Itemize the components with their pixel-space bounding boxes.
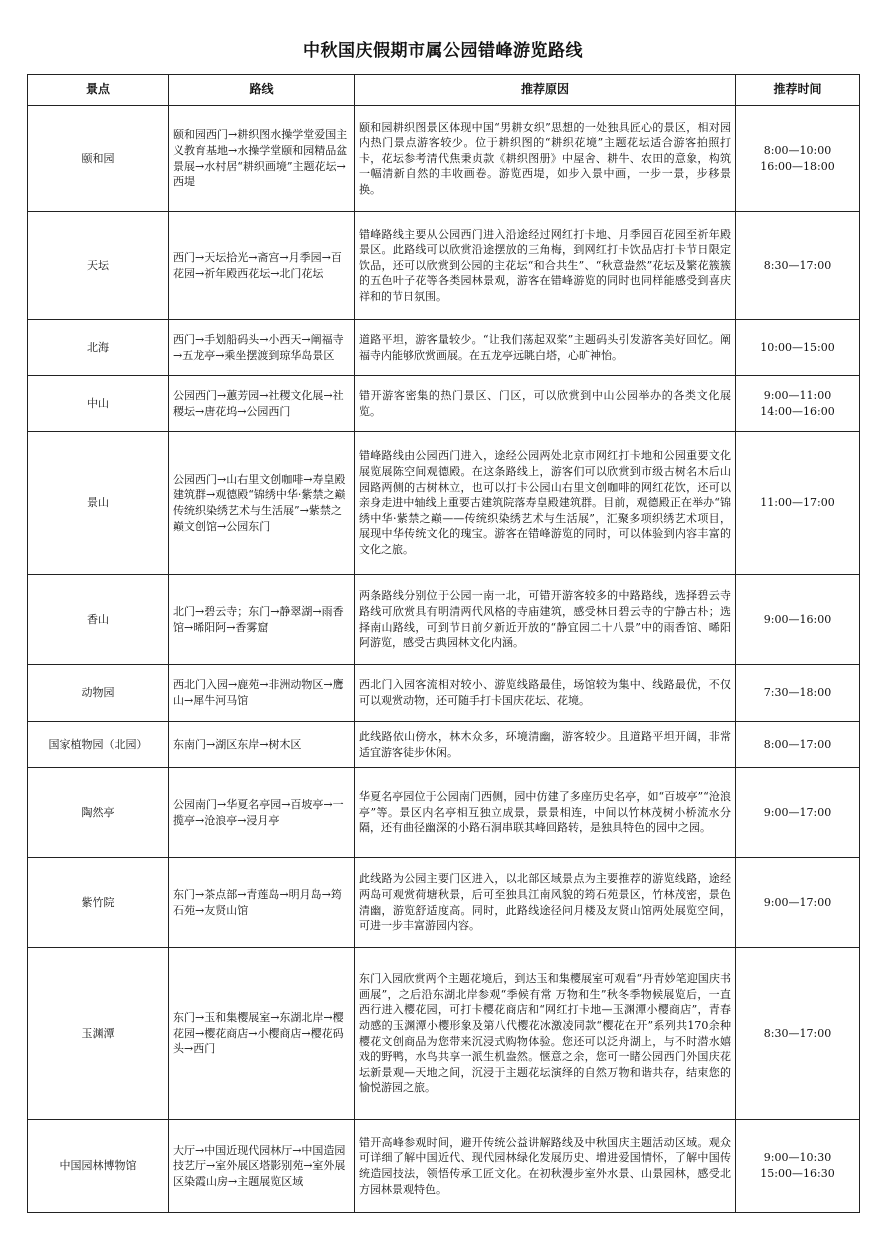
route-text: 北门→碧云寺；东门→静翠湖→雨香馆→晞阳阿→香雾窟 bbox=[169, 575, 355, 665]
reason-text: 此线路为公园主要门区进入，以北部区域景点为主要推荐的游览线路，途经两岛可观赏荷塘秋景，后可至独具江南风貌的筠石苑景区，竹林茂密，景色清幽，游览舒适度高。同时，此路线途径问月楼及友贤山馆两处展览空间，可进一步丰富游园内容。 bbox=[355, 858, 736, 948]
route-text: 公园南门→华夏名亭园→百坡亭→一揽亭→沧浪亭→浸月亭 bbox=[169, 768, 355, 858]
routes-table bbox=[27, 74, 860, 1213]
time-slot: 14:00—16:00 bbox=[760, 404, 835, 418]
route-text: 东门→茶点部→青莲岛→明月岛→筠石苑→友贤山馆 bbox=[169, 858, 355, 948]
park-name: 陶然亭 bbox=[28, 768, 169, 858]
reason-text: 道路平坦，游客量较少。“让我们荡起双桨”主题码头引发游客美好回忆。阐福寺内能够欣赏画展。在五龙亭远眺白塔，心旷神怡。 bbox=[355, 320, 736, 376]
route-text: 东南门→湖区东岸→树木区 bbox=[169, 722, 355, 768]
header-park: 景点 bbox=[28, 75, 169, 106]
time-cell bbox=[736, 768, 860, 858]
reason-text: 错峰路线由公园西门进入，途经公园两处北京市网红打卡地和公园重要文化展览展陈空间观德殿。在这条路线上，游客们可以欣赏到市级古树名木后山园路两侧的古树林立，也可以打卡公园山右里文创咖啡的网红花饮，还可以亲身走进中轴线上重要古建筑院落寿皇殿建筑群。目前，观德殿正在举办“锦绣中华·紫禁之巅——传统织染绣艺术与生活展”，汇聚多项织绣艺术项目，展现中华传统文化的瑰宝。游客在错峰游览的同时，可以体验到内容丰富的文化之旅。 bbox=[355, 432, 736, 575]
time-slot: 7:30—18:00 bbox=[763, 686, 832, 700]
table-header-row bbox=[28, 75, 860, 106]
reason-text: 错开高峰参观时间，避开传统公益讲解路线及中秋国庆主题活动区域。观众可详细了解中国近代、现代园林绿化发展历史、增进爱国情怀，了解中国传统造园技法，领悟传承工匠文化。在初秋漫步室外水景、山景园林，感受北方园林景观特色。 bbox=[355, 1120, 736, 1213]
time-slot: 10:00—15:00 bbox=[760, 340, 835, 354]
time-cell bbox=[736, 432, 860, 575]
route-text: 西门→手划船码头→小西天→阐福寺→五龙亭→乘坐摆渡到琼华岛景区 bbox=[169, 320, 355, 376]
reason-text: 华夏名亭园位于公园南门西侧，园中仿建了多座历史名亭，如“百坡亭”“沧浪亭”等。景区内名亭相互独立成景，景景相连，中间以竹林茂树小桥流水分隔，还有曲径幽深的小路石洞串联其峰回路转，是独具特色的园中之园。 bbox=[355, 768, 736, 858]
table-row bbox=[28, 106, 860, 212]
park-name: 颐和园 bbox=[28, 106, 169, 212]
table-row bbox=[28, 722, 860, 768]
table-row bbox=[28, 768, 860, 858]
table-row bbox=[28, 575, 860, 665]
park-name: 天坛 bbox=[28, 212, 169, 320]
time-cell bbox=[736, 320, 860, 376]
time-slot: 15:00—16:30 bbox=[760, 1167, 835, 1180]
time-slot: 9:00—10:30 bbox=[763, 1151, 832, 1165]
header-time: 推荐时间 bbox=[736, 75, 860, 106]
time-cell bbox=[736, 1120, 860, 1213]
park-name: 中国园林博物馆 bbox=[28, 1120, 169, 1213]
reason-text: 此线路依山傍水，林木众多，环境清幽，游客较少。且道路平坦开阔，非常适宜游客徒步休闲。 bbox=[355, 722, 736, 768]
header-reason: 推荐原因 bbox=[355, 75, 736, 106]
table-row bbox=[28, 320, 860, 376]
route-text: 公园西门→蕙芳园→社稷文化展→社稷坛→唐花坞→公园西门 bbox=[169, 376, 355, 432]
reason-text: 西北门入园客流相对较小、游览线路最佳，场馆较为集中、线路最优，不仅可以观赏动物，还可随手打卡国庆花坛、花境。 bbox=[355, 665, 736, 722]
time-cell bbox=[736, 212, 860, 320]
park-name: 动物园 bbox=[28, 665, 169, 722]
table-row bbox=[28, 858, 860, 948]
park-name: 中山 bbox=[28, 376, 169, 432]
route-text: 西门→天坛拾光→斋宫→月季园→百花园→祈年殿西花坛→北门花坛 bbox=[169, 212, 355, 320]
time-cell bbox=[736, 575, 860, 665]
time-slot: 8:00—10:00 bbox=[763, 143, 832, 157]
table-row bbox=[28, 376, 860, 432]
park-name: 紫竹院 bbox=[28, 858, 169, 948]
table-row bbox=[28, 212, 860, 320]
park-name: 玉渊潭 bbox=[28, 948, 169, 1120]
reason-text: 东门入园欣赏两个主题花境后，到达玉和集樱展室可观看“丹青妙笔迎国庆书画展”，之后沿东湖北岸参观“季候有常 万物和生”秋冬季物候展览后，一直西行进入樱花园，可打卡樱花商店和“网红打卡地—玉渊潭小樱商店”，青春动感的玉渊潭小樱形象及第八代樱花冰激凌同款“樱花在开”系列共170余种樱花文创商品为您带来沉浸式购物体验。您还可以泛舟湖上，与不时潜水嬉戏的野鸭，水鸟共享一派生机盎然。惬意之余，您可一睹公园西门外国庆花坛新景观—天地之间，沉浸于主题花坛演绎的自然万物和谐共存，结束您的愉悦游园之旅。 bbox=[355, 948, 736, 1120]
time-slot: 8:30—17:00 bbox=[763, 258, 832, 272]
reason-text: 两条路线分别位于公园一南一北，可错开游客较多的中路路线，选择碧云寺路线可欣赏具有明清两代风格的寺庙建筑，感受林日碧云寺的宁静古朴；选择南山路线，可到节日前夕新近开放的“静宜园二十八景”中的雨香馆、晞阳阿游览，感受古典园林文化内涵。 bbox=[355, 575, 736, 665]
time-slot: 9:00—17:00 bbox=[763, 805, 832, 819]
reason-text: 错开游客密集的热门景区、门区，可以欣赏到中山公园举办的各类文化展览。 bbox=[355, 376, 736, 432]
time-cell bbox=[736, 858, 860, 948]
time-cell bbox=[736, 376, 860, 432]
time-slot: 9:00—16:00 bbox=[763, 612, 832, 626]
table-row bbox=[28, 1120, 860, 1213]
table-row bbox=[28, 432, 860, 575]
time-slot: 9:00—11:00 bbox=[763, 388, 832, 402]
time-slot: 11:00—17:00 bbox=[760, 496, 835, 510]
reason-text: 颐和园耕织图景区体现中国“男耕女织”思想的一处独具匠心的景区，相对园内热门景点游客较少。位于耕织图的“耕织花境”主题花坛适合游客拍照打卡，花坛参考清代焦秉贞款《耕织图册》中屋舍、耕牛、农田的意象，构筑一幅清新自然的丰收画卷。游览西堤，如步入景中画，一步一景，步移景换。 bbox=[355, 106, 736, 212]
time-slot: 8:30—17:00 bbox=[763, 1026, 832, 1040]
reason-text: 错峰路线主要从公园西门进入沿途经过网红打卡地、月季园百花园至祈年殿景区。此路线可以欣赏沿途摆放的三角梅，到网红打卡饮品店打卡节日限定饮品，还可以欣赏到公园的主花坛“和合共生”、“秋意盎然”花坛及繁花簇簇的五色叶子花等各类园林景观，游客在错峰游览的同时也同样能感受到喜庆祥和的节日氛围。 bbox=[355, 212, 736, 320]
table-row bbox=[28, 665, 860, 722]
table-row bbox=[28, 948, 860, 1120]
route-text: 大厅→中国近现代园林厅→中国造园技艺厅→室外展区塔影别苑→室外展区染霞山房→主题展览区域 bbox=[169, 1120, 355, 1213]
park-name: 国家植物园（北园） bbox=[28, 722, 169, 768]
time-cell bbox=[736, 106, 860, 212]
time-cell bbox=[736, 948, 860, 1120]
time-slot: 8:00—17:00 bbox=[763, 737, 832, 751]
time-cell bbox=[736, 722, 860, 768]
page-title: 中秋国庆假期市属公园错峰游览路线 bbox=[303, 41, 583, 61]
route-text: 公园西门→山右里文创咖啡→寿皇殿建筑群→观德殿“锦绣中华·紫禁之巅 传统织染绣艺术与生活展”→紫禁之巅文创馆→公园东门 bbox=[169, 432, 355, 575]
route-text: 西北门入园→鹿苑→非洲动物区→鹰山→犀牛河马馆 bbox=[169, 665, 355, 722]
time-cell bbox=[736, 665, 860, 722]
header-route: 路线 bbox=[169, 75, 355, 106]
park-name: 香山 bbox=[28, 575, 169, 665]
park-name: 北海 bbox=[28, 320, 169, 376]
time-slot: 16:00—18:00 bbox=[760, 159, 835, 173]
route-text: 颐和园西门→耕织图水操学堂爱国主义教育基地→水操学堂颐和园精品盆景展→水村居“耕织画境”主题花坛→西堤 bbox=[169, 106, 355, 212]
time-slot: 9:00—17:00 bbox=[763, 895, 832, 909]
route-text: 东门→玉和集樱展室→东湖北岸→樱花园→樱花商店→小樱商店→樱花码头→西门 bbox=[169, 948, 355, 1120]
park-name: 景山 bbox=[28, 432, 169, 575]
